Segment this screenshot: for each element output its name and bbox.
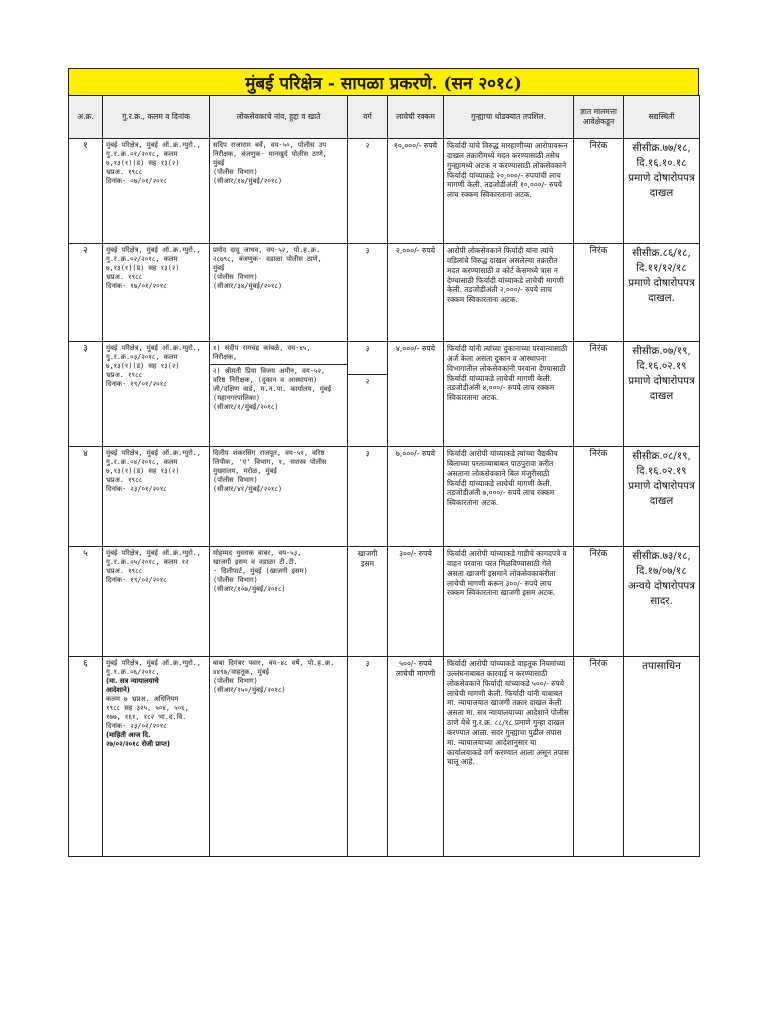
official-line: (सीआर/१०७/मुंबई/२०१८) [213,585,286,594]
official-cell [210,447,348,547]
assets-cell: निरंक [574,547,624,657]
table-row [69,342,700,447]
assets-cell: निरंक [574,342,624,447]
fir-line: दिनांक- १९/०१/२०१८ [106,380,167,389]
official-cell [210,139,348,244]
header-official: लोकसेवकाचे नांव, हुद्दा व खाते [210,96,348,139]
amount-cell: ७,०००/- रुपये [388,447,444,547]
sr-cell: ६ [69,657,103,857]
class-cell: ३ [348,657,388,857]
header-sr: अ.क्र. [69,96,103,139]
official-line: (सीआर/१४/मुंबई/२०१८) [213,177,283,186]
official-line: (महानगरपालिका) [213,394,260,403]
status-cell: तपासाधिन [624,657,700,857]
fir-line: गु.र.क्र.०४/२०१८, कलम [106,458,178,467]
fir-line: भ्रप्रअ. १९८८ [106,371,143,380]
fir-line: ७,१३(१)(ड) सह १३(२) [106,467,180,476]
official-line: लिपीक, 'ए' विभाग, १, सशस्त्र पोलीस [213,458,327,467]
official-line: मुंबई [213,264,225,273]
fir-cell [103,657,210,857]
class-cell: ३ [348,244,388,342]
header-assets: ज्ञात मालमत्ता आवेक्षेकडून [574,96,624,139]
fir-line: मुंबई परिक्षेत्र, मुंबई ऑ.क्र.ग्युरो., [106,449,201,457]
assets-cell: निरंक [574,139,624,244]
header-amount: लाचेची रक्कम [388,96,444,139]
header-details: गुन्ह्याचा थोडक्यात तपशिल. [444,96,574,139]
details-cell: आरोपी लोकसेवकाने फिर्यादी यांना त्यांचे वडिलांचे विरुद्ध दाखल असलेल्या तक्रारीत मदत करण्यासाठी व कोर्ट केसमध्ये त्रास न देण्यासाठी फिर्यादी यांच्याकडे लाचेची मागणी केली. तडजोडीअंती २,०००/- रुपये लाच रक्कम स्विकारताना अटक. [444,244,574,342]
official-line: मोहम्मद मुस्ताक बाबर, वय-५३, [213,549,302,557]
fir-line: गु.र.क्र.०६/२०१८, [106,668,160,677]
status-cell: सीसीक्र.०८/१९, दि.१६.०२.१९ प्रमाणे दोषारोपपत्र दाखल [624,447,700,547]
official-line: वरिष्ठ निरीक्षक, (दुकान व आस्थापना) [213,376,318,385]
fir-cell [103,342,210,447]
fir-line: दिनांक- १९/०२/२०१८ [106,576,167,585]
fir-cell [103,447,210,547]
official-cell [210,342,348,447]
official-line: (सीआर/१५०/मुंबई/२०१८) [213,686,286,695]
table-row [69,139,700,244]
fir-line: मुंबई परिक्षेत्र, मुंबई ऑ.क्र.ग्युरो., [106,344,201,352]
status-cell: सीसीक्र.७३/१८, दि.१७/०७/१८ अन्वये दोषारोपपत्र सादर. [624,547,700,657]
fir-line: १७७, १६१, १८२ भा.द.वि. [106,713,187,722]
details-cell: फिर्यादी यांनी त्यांच्या दुकानाच्या परवान्यासाठी अर्ज केला असता दुकान व आस्थापना विभागातील लोकसेवकांनी परवाना देण्यासाठी फिर्यादी यांच्याकडे लाचेची मागणी केली. तडजोडीअंती ४,०००/- रुपये लाच रक्कम स्विकारताना अटक. [444,342,574,447]
official-line: २) श्रीमती प्रिया विजय अमीन, वय-५२, [213,367,326,376]
status-cell: सीसीक्र.८६/१८, दि.११/१२/१८ प्रमाणे दोषारोपपत्र दाखल. [624,244,700,342]
official-line: (पोलीस विभाग) [213,476,258,485]
fir-line: मुंबई परिक्षेत्र, मुंबई ऑ.क्र.ग्युरो., [106,549,201,557]
assets-cell: निरंक [574,657,624,857]
fir-line: ७,१३(१)(ड) सह १३(२) [106,264,180,273]
amount-cell: ५००/- रुपये लाचेची मागणी [388,657,444,857]
official-line: निरीक्षक, बंजणुक- मानखुर्द पोलीस ठाणे, [213,150,327,159]
cases-table [68,95,700,857]
fir-line: गु.र.क्र.०३/२०१८, कलम [106,353,178,362]
header-class: वर्ग [348,96,388,139]
details-cell: फिर्यादी आरोपी यांच्याकडे गाडीचे कागदपत्रे व वाहन परवाना परत मिळविण्यासाठी गेले असता खाजगी इसमाने लोकसेवकाकरीता लाचेची मागणी करून ३००/- रुपये लाच रक्कम स्विकारताना खाजगी इसम अटक. [444,547,574,657]
fir-line: १९८८ सह ३२५, ५०४, ५०६, [106,704,189,713]
status-cell: सीसीक्र.७७/१८, दि.१६.१०.१८ प्रमाणे दोषारोपपत्र दाखल [624,139,700,244]
received-note: (माहिती आज दि. [106,731,151,740]
header-status: सद्यस्थिती [624,96,700,139]
official-line: दिलीप शंकरसिंग राजपूत, वय-५१, वरिष्ठ [213,449,325,457]
fir-line: दिनांक- ०७/०१/२०१८ [106,177,167,186]
fir-line: कलम ७ भ्रप्रअ. अधिनियम [106,695,179,704]
sr-cell: ५ [69,547,103,657]
official-line: १) संदीप रामचंद्र कांबळे, वय-४५, [213,344,311,352]
sr-cell: २ [69,244,103,342]
official-line: बाबा दिगंबर पवार, वय-४८ वर्षे, पो.ह.क्र. [213,659,335,667]
official-line: प्रमोद दादू जाधव, वय-५२, पो.ह.क्र. [213,246,321,254]
class-cell: खाजगी इसम [348,547,388,657]
official-line: २८७९८, बंजणुक- वडाळा पोलीस ठाणे, [213,255,322,264]
fir-line: मुंबई परिक्षेत्र, मुंबई ऑ.क्र.ग्युरो., [106,141,201,149]
fir-line: गु.र.क्र.०५/२०१८, कलम १२ [106,558,189,567]
official-line: ४४९७/वाहतूक, मुंबई [213,668,269,677]
official-cell [210,657,348,857]
table-row [69,547,700,657]
header-fir: गु.र.क्र., कलम व दिनांक [103,96,210,139]
amount-cell: ३००/- रुपये [388,547,444,657]
class-value: ३ [365,344,370,353]
class-cell: ३ [348,447,388,547]
fir-line: भ्रप्रअ. १९८८ [106,273,143,282]
official-line: (पोलीस विभाग) [213,576,258,585]
official-line: मुंबई [213,159,225,168]
class-cell: २ [348,139,388,244]
details-cell: फिर्यादी आरोपी यांच्याकडे त्यांच्या वैद्यकीय बिलाच्या परताव्याबाबत पाठपुरावा करीत असताना लोकसेवकाने बिल मंजुरीसाठी फिर्यादी यांच्याकडे लाचेची मागणी केली. तडजोडीअंती ७,०००/- रुपये लाच रक्कम स्विकारताना अटक. [444,447,574,547]
received-note: २७/०२/२०१८ रोजी प्राप्त) [106,740,171,749]
fir-cell [103,139,210,244]
official-line: (सीआर/३४/मुंबई/२०१८) [213,282,283,291]
fir-line: भ्रप्रअ. १९८८ [106,567,143,576]
fir-line: गु.र.क्र.०२/२०१८, कलम [106,255,178,264]
official-line: निरीक्षक, [213,353,238,362]
official-line: (पोलीस विभाग) [213,168,258,177]
amount-cell: २,०००/- रुपये [388,244,444,342]
assets-cell: निरंक [574,244,624,342]
official-line: सदिप राजाराम बर्वे, वय-५०, पोलीस उप [213,141,327,149]
class-value: २ [348,374,387,387]
document-title: मुंबई परिक्षेत्र - सापळा प्रकरणे. (सन २०१८) [68,68,699,95]
official-line: खाजगी इसम व वडाळा टी.टी. [213,558,298,567]
sr-cell: ४ [69,447,103,547]
official-line: - दिलीपार्ट, मुंबई (खाजगी इसम) [213,567,308,576]
fir-line: ७,१३(१)(ड) सह १३(२) [106,159,180,168]
official-line: जी/दक्षिण वार्ड, म.न.पा. कार्यालय, मुंबई [213,385,332,394]
fir-cell [103,547,210,657]
official-line: (पोलीस विभाग) [213,677,258,686]
fir-line: गु.र.क्र.०१/२०१८, कलम [106,150,178,159]
official-cell [210,244,348,342]
court-order-note: आदेशाने) [106,686,130,695]
official-line: (पोलीस विभाग) [213,273,258,282]
assets-cell: निरंक [574,447,624,547]
official-cell [210,547,348,657]
fir-line: दिनांक- २३/०२/२०१८ [106,722,167,731]
table-row [69,657,700,857]
fir-line: मुंबई परिक्षेत्र, मुंबई ऑ.क्र.ग्युरो., [106,659,201,667]
table-row [69,447,700,547]
sr-cell: ३ [69,342,103,447]
details-cell: फिर्यादी आरोपी यांच्याकडे वाहतूक नियमांच्या उल्लंघनाबाबत कारवाई न करण्यासाठी लोकसेवकाने फिर्यादी यांच्याकडे ५००/- रुपये लाचेची मागणी केली. फिर्यादी यांनी याबाबत मा. न्यायालयात खाजगी तक्रार दाखल केली असता मा. सत्र न्यायालयाच्या आदेशाने पोलीस ठाणे येथे गु.र.क्र. ८८/१८ प्रमाणे गुन्हा दाखल करण्यात आला. सदर गुन्ह्याचा पुढील तपास मा. न्यायालयाच्या आदेशानुसार या कार्यालयाकडे वर्ग करण्यात आला असून तपास चालू आहे. [444,657,574,857]
fir-line: दिनांक- १७/०१/२०१८ [106,282,167,291]
table-header-row [69,96,700,139]
amount-cell: ४,०००/- रुपये [388,342,444,447]
court-order-note: (मा. सत्र न्यायालयाचे [106,677,159,686]
fir-cell [103,244,210,342]
fir-line: भ्रप्रअ. १९८८ [106,476,143,485]
fir-line: ७,१३(१)(ड) सह १३(२) [106,362,180,371]
sr-cell: १ [69,139,103,244]
amount-cell: १०,०००/- रुपये [388,139,444,244]
official-line: मुख्यालय, मरोळ, मुंबई [213,467,277,476]
official-subcell [210,364,347,412]
official-line: (सीआर/१/मुंबई/२०१८) [213,403,279,412]
document-sheet [68,68,699,857]
fir-line: मुंबई परिक्षेत्र, मुंबई ऑ.क्र.ग्युरो., [106,246,201,254]
fir-line: भ्रप्रअ. १९८८ [106,168,143,177]
class-cell [348,342,388,447]
table-row [69,244,700,342]
status-cell: सीसीक्र.०७/१९, दि.१६.०२.१९ प्रमाणे दोषारोपपत्र दाखल [624,342,700,447]
details-cell: फिर्यादी यांचे विरुद्ध मारहाणीच्या आरोपावरून दाखल तक्रारीमध्ये मदत करण्यासाठी तसेच गुन्ह्यामध्ये अटक न करण्यासाठी लोकसेवकाने फिर्यादी यांच्याकडे २०,०००/- रुपयांची लाच मागणी केली. तडजोडीअंती १०,०००/- रुपये लाच रक्कम स्विकारताना अटक. [444,139,574,244]
official-line: (सीआर/४१/मुंबई/२०१८) [213,485,283,494]
fir-line: दिनांक- २३/०१/२०१८ [106,485,167,494]
